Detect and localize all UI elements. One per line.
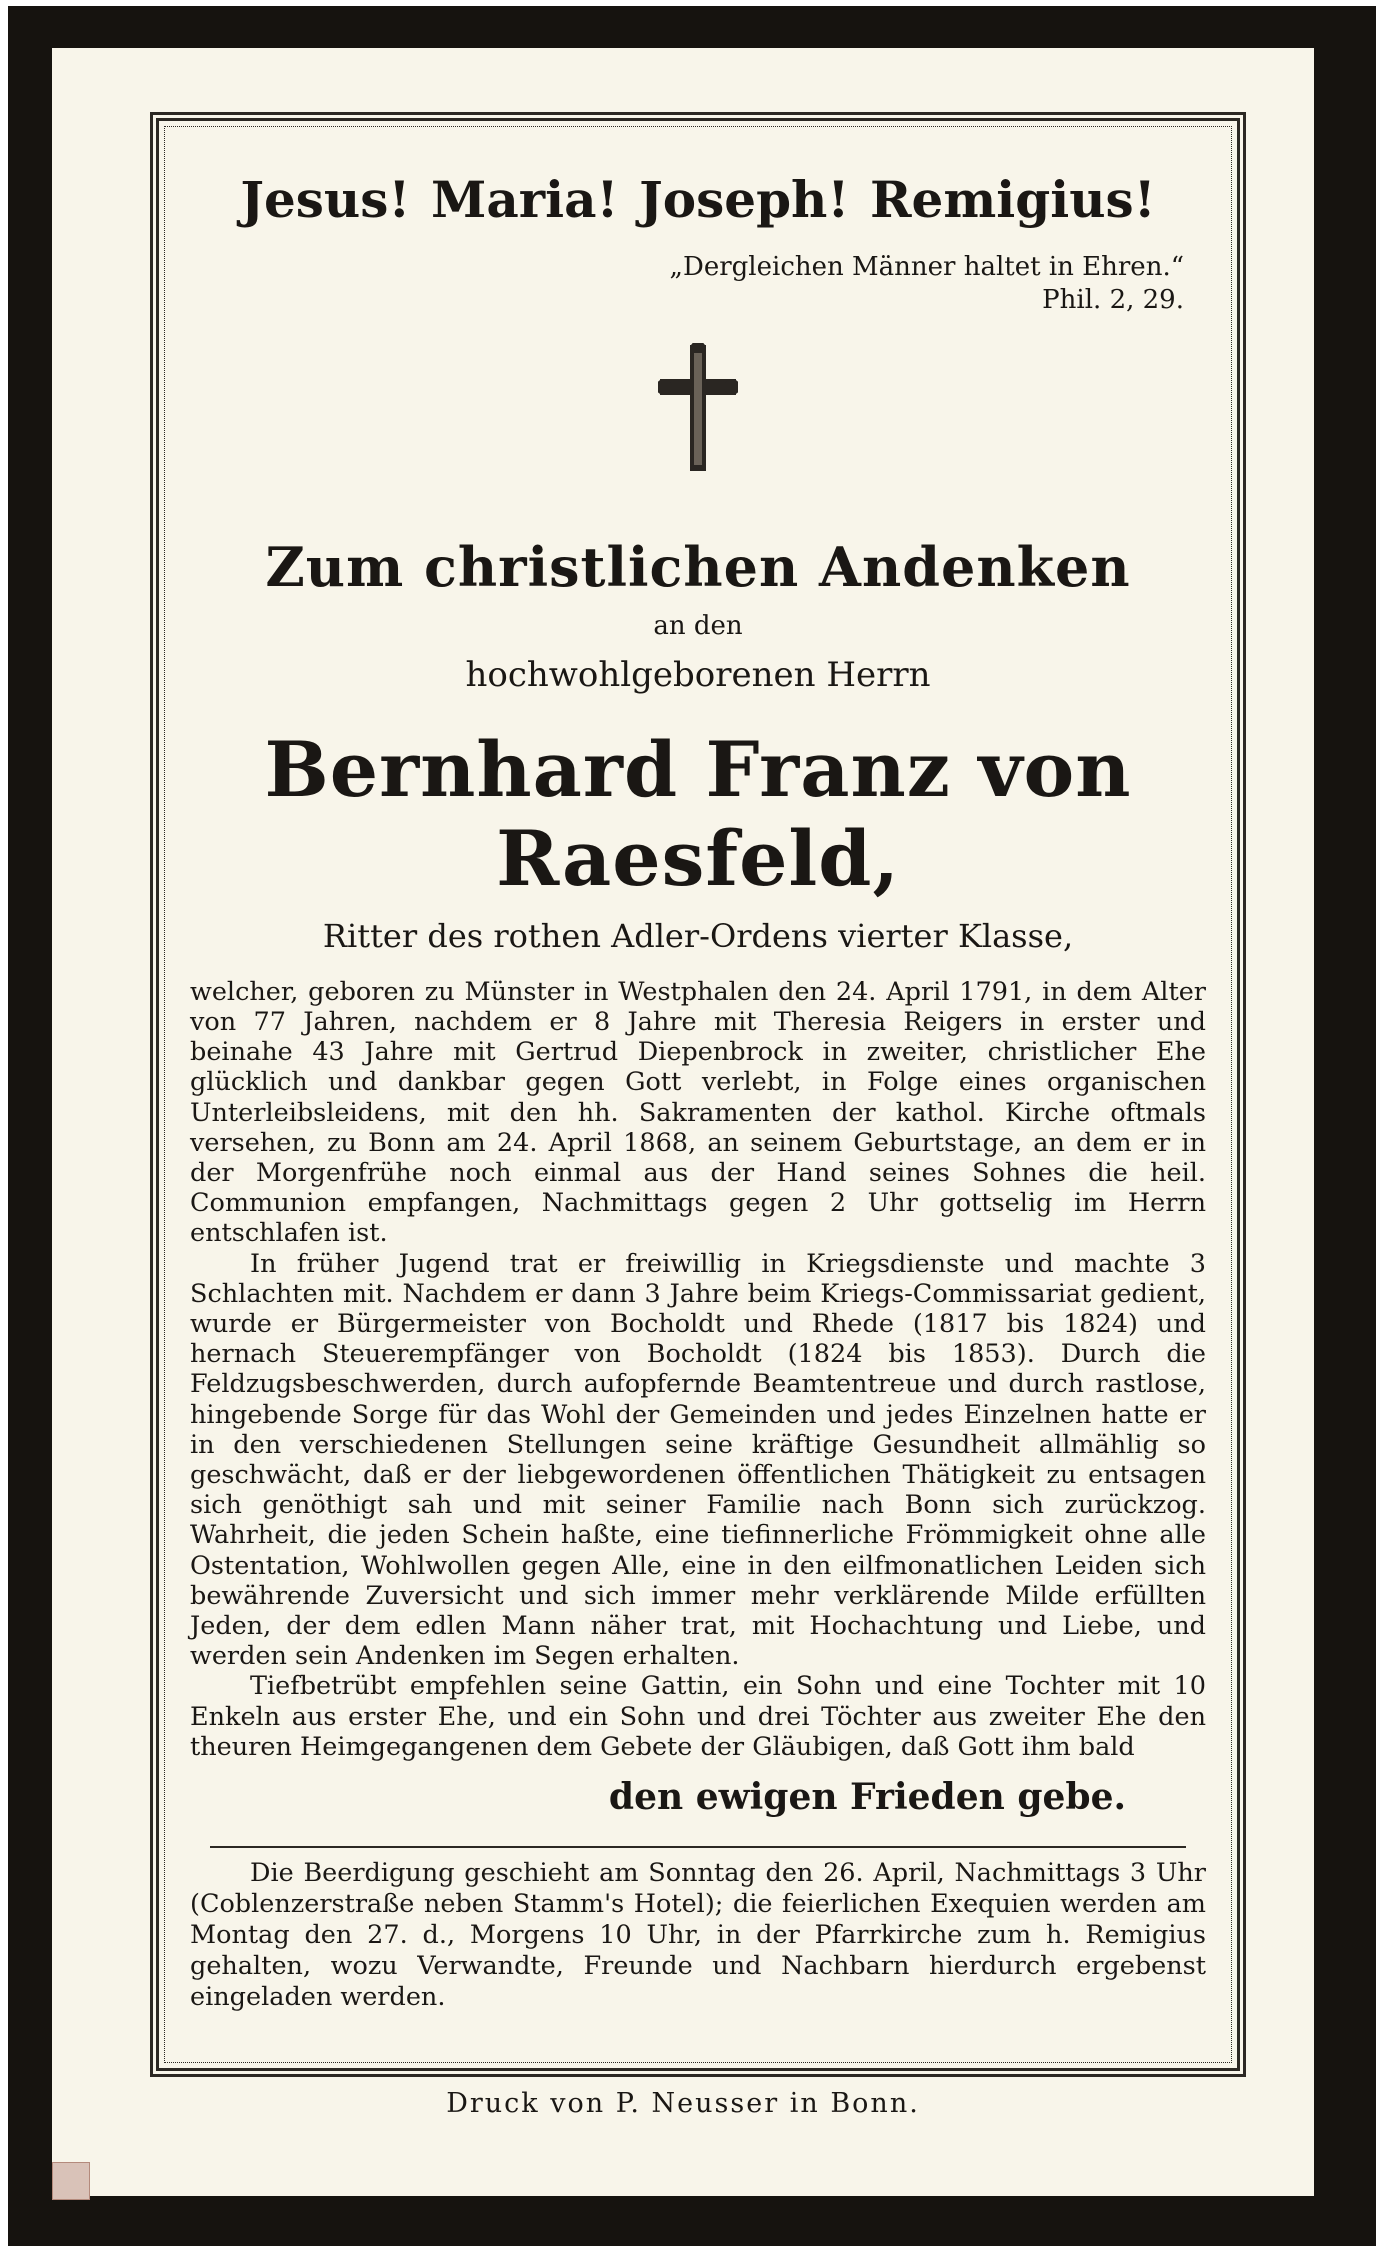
invocation-line [230, 170, 1166, 229]
obituary-paragraph: welcher, geboren zu Münster in Westphalen den 24. April 1791, in dem Alter von 77 Jahren, nachdem er 8 Jahre mit Theresia Reigers in erster und beinahe 43 Jahre mit Gertrud Diepenbrock in zweiter, christlicher Ehe glücklich und dankbar gegen Gott verlebt, in Folge eines organischen Unterleibsleidens, mit den hh. Sakramenten der kathol. Kirche oftmals versehen, zu Bonn am 24. April 1868, an seinem Geburtstage, an dem er in der Morgenfrühe noch einmal aus der Hand seines Sohnes die heil. Communion empfangen, Nachmittags gegen 2 Uhr gottselig im Herrn entschlafen ist. [190, 976, 1206, 1249]
funeral-paragraph: Die Beerdigung geschieht am Sonntag den 26. April, Nachmittags 3 Uhr (Coblenzerstraße neben Stamm's Hotel); die feierlichen Exequien werden am Montag den 27. d., Morgens 10 Uhr, in der Pfarrkirche zum h. Remigius gehalten, wozu Verwandte, Freunde und Nachbarn hierdurch ergebenst eingeladen werden. [190, 1858, 1206, 2013]
bible-quote: „Dergleichen Männer haltet in Ehren.“ [669, 252, 1184, 282]
collection-stamp [52, 2162, 90, 2200]
honorific-line: hochwohlgeborenen Herrn [465, 654, 931, 695]
invocation-remigius: Remigius! [869, 170, 1156, 229]
divider [210, 1846, 1186, 1848]
obituary-text [190, 977, 1206, 1762]
bible-quote-reference: Phil. 2, 29. [1042, 284, 1184, 315]
closing-phrase: den ewigen Frieden gebe. [608, 1776, 1126, 1819]
deceased-name: Bernhard Franz von Raesfeld, [264, 724, 1132, 903]
invocation-maria: Maria! [431, 170, 619, 229]
an-den-line: an den [653, 610, 743, 641]
order-line: Ritter des rothen Adler-Ordens vierter Klasse, [322, 916, 1074, 955]
funeral-notice [190, 1858, 1206, 2013]
obituary-paragraph: In früher Jugend trat er freiwillig in Kriegsdienste und machte 3 Schlachten mit. Nachdem er dann 3 Jahre beim Kriegs-Commissariat gedient, wurde er Bürgermeister von Bocholdt und Rhede (1817 bis 1824) und hernach Steuerempfänger von Bocholdt (1824 bis 1853). Durch die Feldzugsbeschwerden, durch aufopfernde Beamtentreue und durch rastlose, hingebende Sorge für das Wohl der Gemeinden und jedes Einzelnen hatte er in den verschiedenen Stellungen seine kräftige Gesundheit allmählig so geschwächt, daß er der liebgewordenen öffentlichen Thätigkeit zu entsagen sich genöthigt sah und mit seiner Familie nach Bonn sich zurückzog. Wahrheit, die jeden Schein haßte, eine tiefinnerliche Frömmigkeit ohne alle Ostentation, Wohlwollen gegen Alle, eine in den eilfmonatlichen Leiden sich bewährende Zuversicht und sich immer mehr verklärende Milde erfüllten Jeden, der dem edlen Mann näher trat, mit Hochachtung und Liebe, und werden sein Andenken im Segen erhalten. [190, 1248, 1206, 1672]
invocation-joseph: Joseph! [639, 170, 850, 229]
invocation-jesus: Jesus! [240, 170, 411, 229]
latin-cross-icon [658, 343, 738, 473]
memorial-heading: Zum christlichen Andenken [265, 534, 1131, 599]
printer-imprint: Druck von P. Neusser in Bonn. [446, 2088, 920, 2119]
card-content [190, 150, 1206, 2013]
obituary-paragraph: Tiefbetrübt empfehlen seine Gattin, ein Sohn und eine Tochter mit 10 Enkeln aus erster Ehe, und ein Sohn und drei Töchter aus zweiter Ehe den theuren Heimgegangenen dem Gebete der Gläubigen, daß Gott ihm bald [190, 1671, 1206, 1762]
